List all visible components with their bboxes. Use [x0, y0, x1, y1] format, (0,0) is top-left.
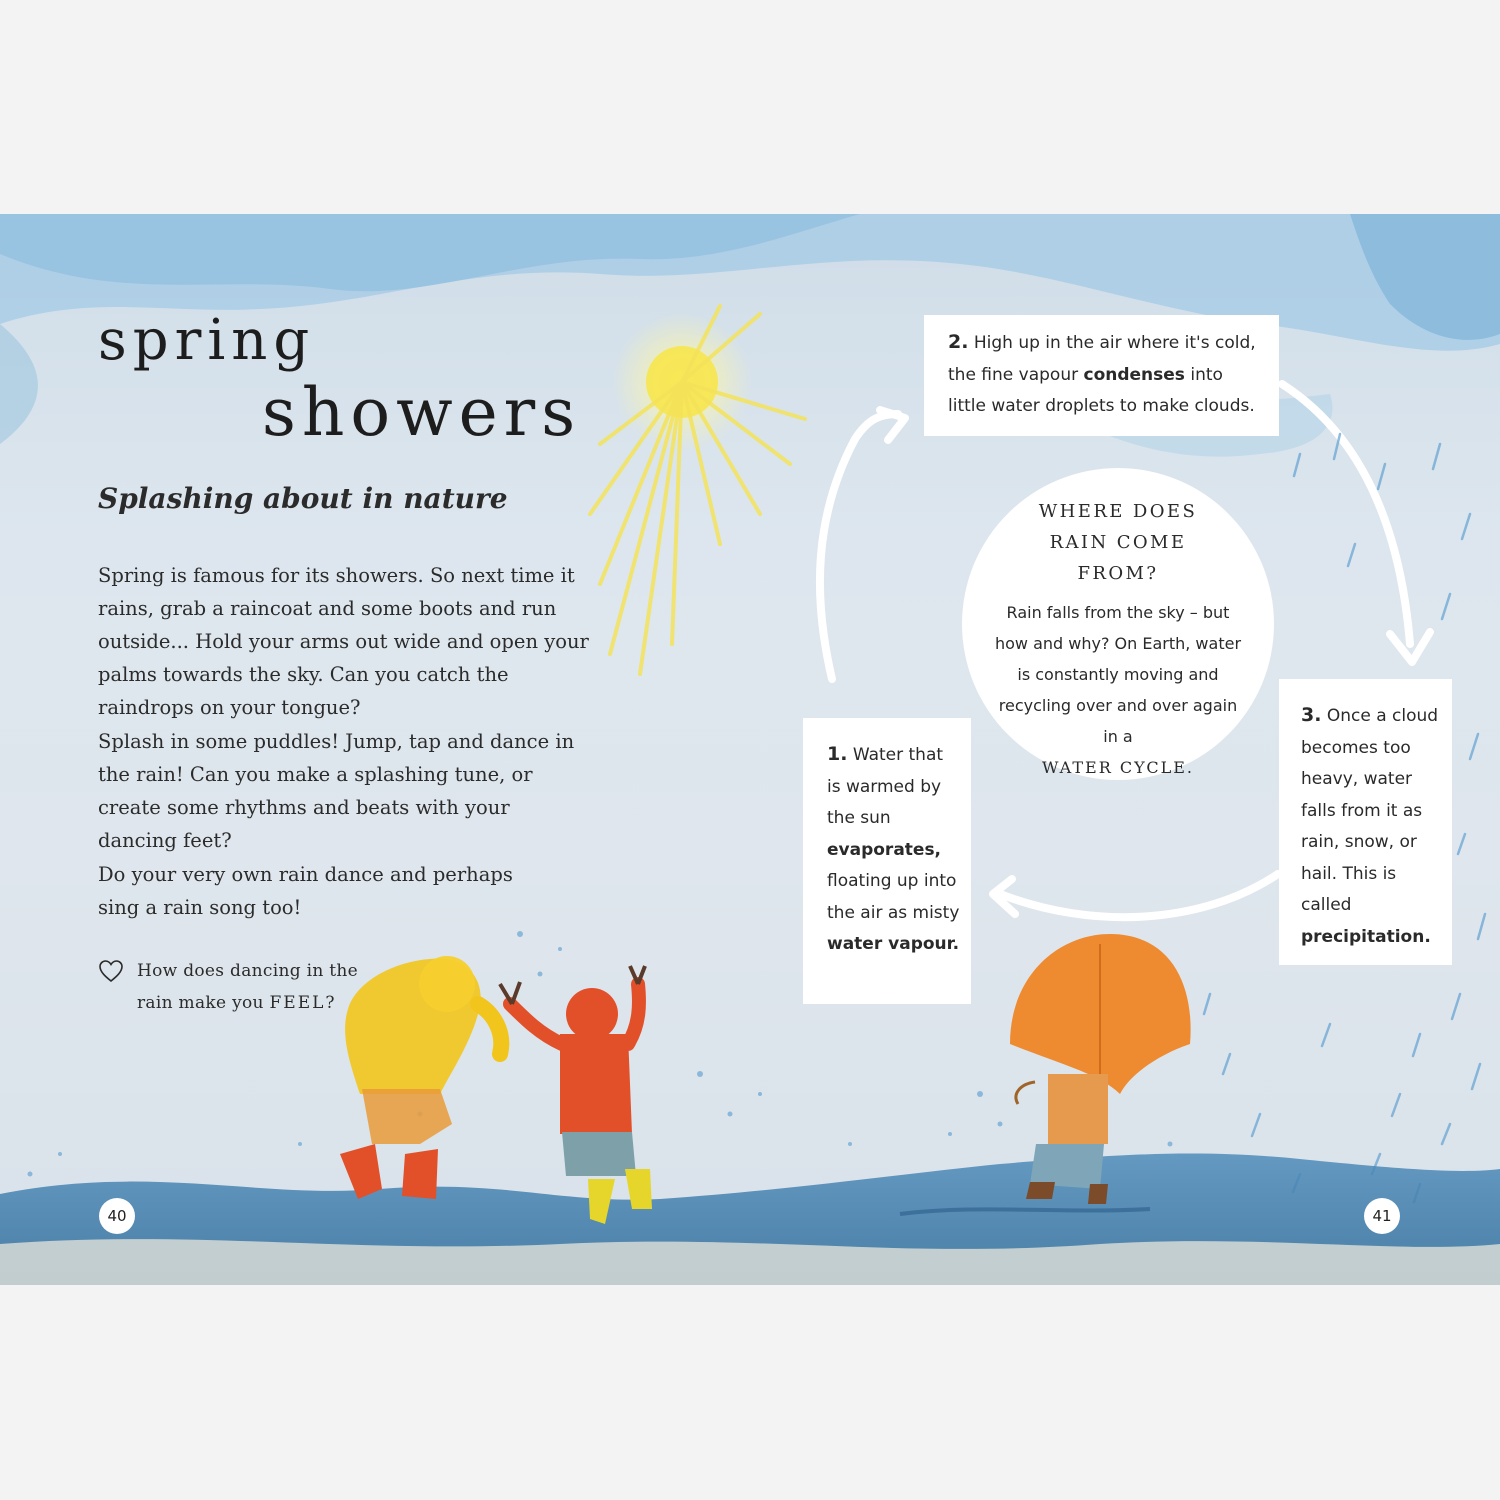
water-cycle-heading: WHERE DOES RAIN COME FROM?: [1038, 501, 1198, 584]
step-text: Water that is warmed by the sun: [827, 745, 944, 828]
step-number: 1.: [827, 743, 848, 765]
water-cycle-step-precipitation: [1279, 679, 1452, 965]
title-line-showers: showers: [262, 374, 582, 451]
step-text: High up in the air where it's cold, the fine vapour: [948, 333, 1256, 385]
water-cycle-step-evaporation: [803, 718, 971, 1004]
step-number: 2.: [948, 331, 969, 353]
paragraph-1: Spring is famous for its showers. So next time it rains, grab a raincoat and some boots and run outside... Hold your arms out wide and open your palms towards the sky. Can you catch the raindrops on your tongue?: [98, 564, 589, 719]
heart-outline-icon: [98, 959, 124, 983]
step-text-end: into little water droplets to make clouds.: [948, 364, 1255, 416]
step-keyword: precipitation.: [1301, 926, 1431, 947]
water-cycle-step-condensation: [924, 315, 1279, 436]
water-cycle-center: [962, 468, 1274, 780]
feel-prompt-emphasis: FEEL?: [269, 993, 337, 1013]
sun-illustration: [590, 306, 805, 674]
step-number: 3.: [1301, 704, 1322, 726]
step-keyword: evaporates,: [827, 839, 942, 860]
water-cycle-body: Rain falls from the sky – but how and why? On Earth, water is constantly moving and recycling over and over again in a: [994, 603, 1242, 746]
title-line-spring: spring: [98, 308, 316, 373]
feel-prompt: [98, 955, 398, 1019]
page-number-right: 41: [1364, 1198, 1400, 1234]
feel-prompt-text: How does dancing in the rain make you: [137, 961, 359, 1013]
paragraph-3: Do your very own rain dance and perhaps sing a rain song too!: [98, 863, 513, 919]
ground-puddles: [0, 1154, 1500, 1285]
water-cycle-term: WATER CYCLE.: [1042, 758, 1194, 777]
step-keyword: condenses: [1083, 364, 1185, 385]
page-number-left: 40: [99, 1198, 135, 1234]
child-red-raincoat: [500, 966, 652, 1224]
step-keyword-2: water vapour.: [827, 934, 960, 954]
step-text-mid: floating up into the air as misty: [827, 871, 960, 923]
paragraph-2: Splash in some puddles! Jump, tap and dance in the rain! Can you make a splashing tune, or create some rhythms and beats with your dancing feet?: [98, 730, 575, 852]
step-text: Once a cloud becomes too heavy, water falls from it as rain, snow, or hail. This is called: [1301, 706, 1439, 915]
subtitle: Splashing about in nature: [98, 482, 508, 515]
book-spread: [0, 214, 1500, 1285]
